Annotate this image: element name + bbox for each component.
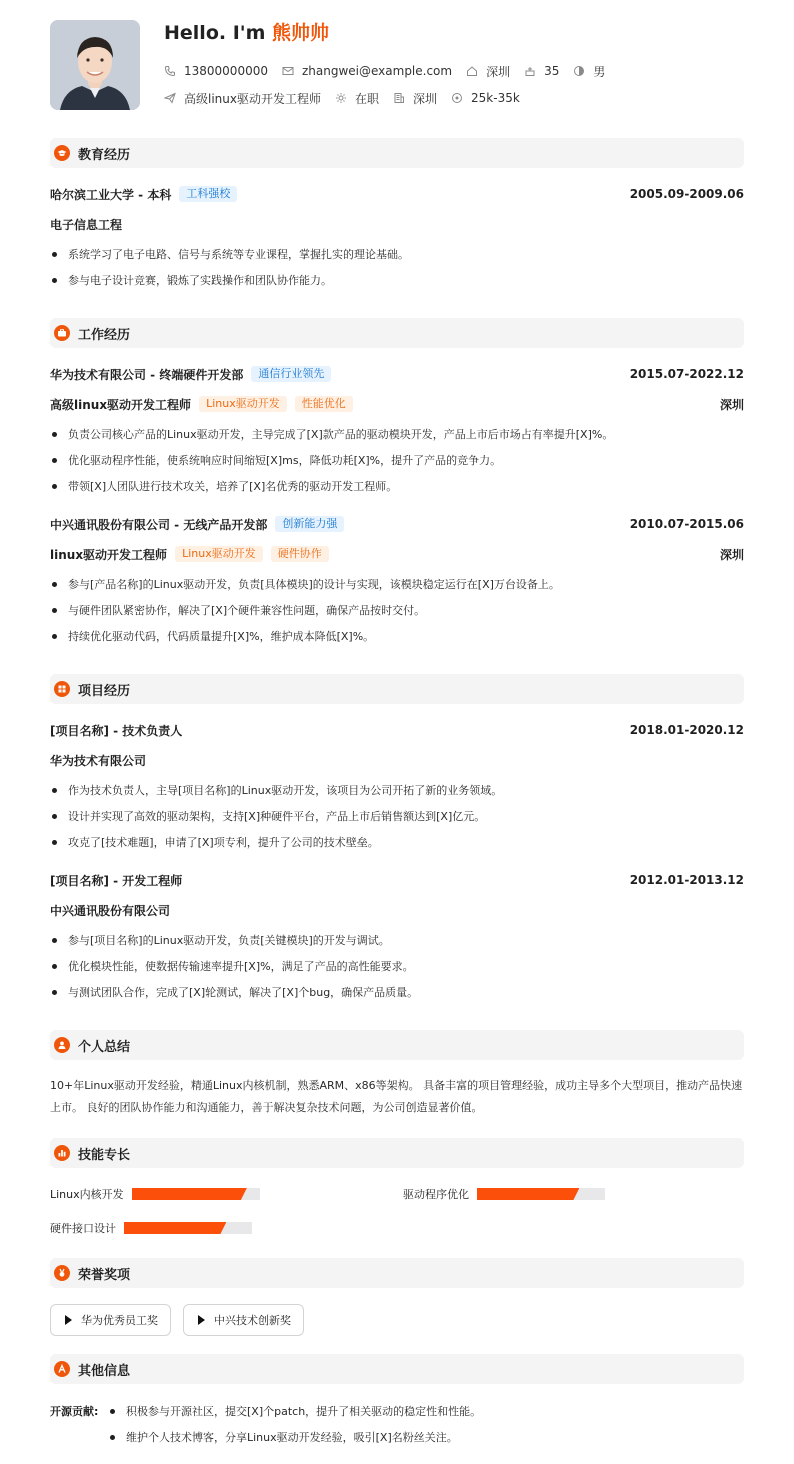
mail-icon xyxy=(282,65,294,77)
list-item: 带领[X]人团队进行技术攻关，培养了[X]名优秀的驱动开发工程师。 xyxy=(50,477,744,495)
avatar xyxy=(50,20,140,110)
skill-item xyxy=(50,1186,260,1202)
role-name: linux驱动开发工程师 xyxy=(50,547,168,562)
skill-name: Linux内核开发 xyxy=(50,1188,124,1201)
company-name: 中兴通讯股份有限公司 - 无线产品开发部 xyxy=(50,517,268,532)
skill-bar-fill xyxy=(132,1188,247,1200)
user-icon xyxy=(54,1037,70,1053)
bar-chart-icon xyxy=(54,1145,70,1161)
medal-icon xyxy=(54,1265,70,1281)
list-item: 与测试团队合作，完成了[X]轮测试，解决了[X]个bug，确保产品质量。 xyxy=(50,983,744,1001)
grid-icon xyxy=(54,681,70,697)
skill-tag: Linux驱动开发 xyxy=(199,396,287,412)
status-item xyxy=(335,90,379,107)
skill-bar-fill xyxy=(124,1222,226,1234)
section-skills xyxy=(50,1138,744,1168)
list-item: 负责公司核心产品的Linux驱动开发，主导完成了[X]款产品的驱动模块开发，产品上市后市场占有率提升[X]%。 xyxy=(50,425,744,443)
skill-tag: 硬件协作 xyxy=(271,546,329,562)
role-name: 高级linux驱动开发工程师 xyxy=(50,397,192,412)
skill-tag: 性能优化 xyxy=(295,396,353,412)
award-name: 华为优秀员工奖 xyxy=(81,1314,158,1327)
work-location: 深圳 xyxy=(719,397,744,412)
award-name: 中兴技术创新奖 xyxy=(214,1314,291,1327)
major-name: 电子信息工程 xyxy=(50,217,123,232)
list-item: 积极参与开源社区，提交[X]个patch，提升了相关驱动的稳定性和性能。 xyxy=(110,1402,744,1420)
section-title: 个人总结 xyxy=(78,1039,131,1055)
phone-icon xyxy=(164,65,176,77)
project-header xyxy=(50,721,744,739)
work-header xyxy=(50,515,744,533)
city-value: 深圳 xyxy=(486,64,511,79)
status-value: 在职 xyxy=(354,91,379,106)
section-education xyxy=(50,138,744,168)
gender-value: 男 xyxy=(593,64,606,79)
work-location: 深圳 xyxy=(719,547,744,562)
project-period: 2018.01-2020.12 xyxy=(629,723,744,737)
salary-value: 25k-35k xyxy=(471,91,520,105)
education-header xyxy=(50,185,744,203)
cake-icon xyxy=(524,65,536,77)
avatar-portrait xyxy=(50,20,140,110)
section-summary xyxy=(50,1030,744,1060)
section-awards xyxy=(50,1258,744,1288)
project-title: [项目名称] - 开发工程师 xyxy=(50,873,183,888)
email-value: zhangwei@example.com xyxy=(301,64,453,78)
project-company: 华为技术有限公司 xyxy=(50,753,147,768)
summary-text: 10+年Linux驱动开发经验，精通Linux内核机制，熟悉ARM、x86等架构。 具备丰富的项目管理经验，成功主导多个大型项目，推动产品快速上市。 良好的团队协作能力和沟通能力，善于解决复杂技术问题，为公司创造显著价值。 xyxy=(50,1079,743,1114)
list-item: 参与电子设计竞赛，锻炼了实践操作和团队协作能力。 xyxy=(50,271,744,289)
target-city-item xyxy=(393,90,437,107)
list-item: 设计并实现了高效的驱动架构，支持[X]种硬件平台，产品上市后销售额达到[X]亿元。 xyxy=(50,807,744,825)
target-city-value: 深圳 xyxy=(413,91,438,106)
briefcase-icon xyxy=(54,325,70,341)
work-period: 2010.07-2015.06 xyxy=(629,517,744,531)
send-icon xyxy=(164,92,176,104)
work-period: 2015.07-2022.12 xyxy=(629,367,744,381)
project-title: [项目名称] - 技术负责人 xyxy=(50,723,183,738)
work-role-line xyxy=(50,395,744,413)
phone-value: 13800000000 xyxy=(184,64,268,78)
section-title: 荣誉奖项 xyxy=(78,1267,131,1283)
email-item xyxy=(282,64,452,78)
skill-item xyxy=(403,1186,605,1202)
education-period: 2005.09-2009.06 xyxy=(629,187,744,201)
major-line xyxy=(50,215,744,233)
company-tag: 创新能力强 xyxy=(275,516,344,532)
section-title: 教育经历 xyxy=(78,147,131,163)
list-item: 参与[产品名称]的Linux驱动开发，负责[具体模块]的设计与实现，该模块稳定运行在[X]万台设备上。 xyxy=(50,575,744,593)
skill-bar xyxy=(132,1188,260,1200)
list-item: 持续优化驱动代码，代码质量提升[X]%，维护成本降低[X]%。 xyxy=(50,627,744,645)
section-title: 工作经历 xyxy=(78,327,131,343)
skill-item xyxy=(50,1220,252,1236)
city-item xyxy=(466,63,510,80)
job-row xyxy=(164,90,534,106)
section-title: 其他信息 xyxy=(78,1363,131,1379)
home-icon xyxy=(466,65,478,77)
section-title: 项目经历 xyxy=(78,683,131,699)
salary-item xyxy=(451,91,520,105)
project-company-line xyxy=(50,751,744,769)
gender-item xyxy=(573,63,605,80)
school-tag: 工科强校 xyxy=(179,186,237,202)
phone-item xyxy=(164,64,268,78)
list-item: 攻克了[技术难题]，申请了[X]项专利，提升了公司的技术壁垒。 xyxy=(50,833,744,851)
award-item[interactable] xyxy=(50,1304,171,1336)
list-item: 参与[项目名称]的Linux驱动开发，负责[关键模块]的开发与调试。 xyxy=(50,931,744,949)
project-period: 2012.01-2013.12 xyxy=(629,873,744,887)
company-tag: 通信行业领先 xyxy=(251,366,331,382)
company-name: 华为技术有限公司 - 终端硬件开发部 xyxy=(50,367,244,382)
play-icon xyxy=(198,1315,205,1325)
graduation-cap-icon xyxy=(54,145,70,161)
skill-tag: Linux驱动开发 xyxy=(175,546,263,562)
candidate-name: 熊帅帅 xyxy=(272,22,330,44)
work-role-line xyxy=(50,545,744,563)
project-company: 中兴通讯股份有限公司 xyxy=(50,903,171,918)
work-header xyxy=(50,365,744,383)
play-icon xyxy=(65,1315,72,1325)
project-header xyxy=(50,871,744,889)
project-company-line xyxy=(50,901,744,919)
section-title: 技能专长 xyxy=(78,1147,131,1163)
skill-name: 驱动程序优化 xyxy=(403,1188,469,1201)
skill-name: 硬件接口设计 xyxy=(50,1222,116,1235)
skill-bar xyxy=(124,1222,252,1234)
building-icon xyxy=(393,92,405,104)
skill-bar-fill xyxy=(477,1188,579,1200)
page-title: Hello. I'm 熊帅帅 xyxy=(164,22,330,44)
coin-icon xyxy=(451,92,463,104)
list-item: 系统学习了电子电路、信号与系统等专业课程，掌握扎实的理论基础。 xyxy=(50,245,744,263)
age-value: 35 xyxy=(544,64,560,78)
section-work xyxy=(50,318,744,348)
info-icon xyxy=(54,1361,70,1377)
school-name: 哈尔滨工业大学 - 本科 xyxy=(50,187,172,202)
gender-icon xyxy=(573,65,585,77)
job-title-item xyxy=(164,90,321,107)
award-item[interactable] xyxy=(183,1304,304,1336)
other-label: 开源贡献: xyxy=(50,1405,99,1418)
list-item: 与硬件团队紧密协作，解决了[X]个硬件兼容性问题，确保产品按时交付。 xyxy=(50,601,744,619)
list-item: 优化驱动程序性能，使系统响应时间缩短[X]ms，降低功耗[X]%，提升了产品的竞争力。 xyxy=(50,451,744,469)
age-item xyxy=(524,64,559,78)
settings-icon xyxy=(335,92,347,104)
skill-bar xyxy=(477,1188,605,1200)
section-projects xyxy=(50,674,744,704)
list-item: 作为技术负责人，主导[项目名称]的Linux驱动开发，该项目为公司开拓了新的业务领域。 xyxy=(50,781,744,799)
list-item: 维护个人技术博客，分享Linux驱动开发经验，吸引[X]名粉丝关注。 xyxy=(110,1428,744,1446)
job-title-value: 高级linux驱动开发工程师 xyxy=(184,91,321,106)
section-other xyxy=(50,1354,744,1384)
list-item: 优化模块性能，使数据传输速率提升[X]%，满足了产品的高性能要求。 xyxy=(50,957,744,975)
contact-row xyxy=(164,63,619,79)
